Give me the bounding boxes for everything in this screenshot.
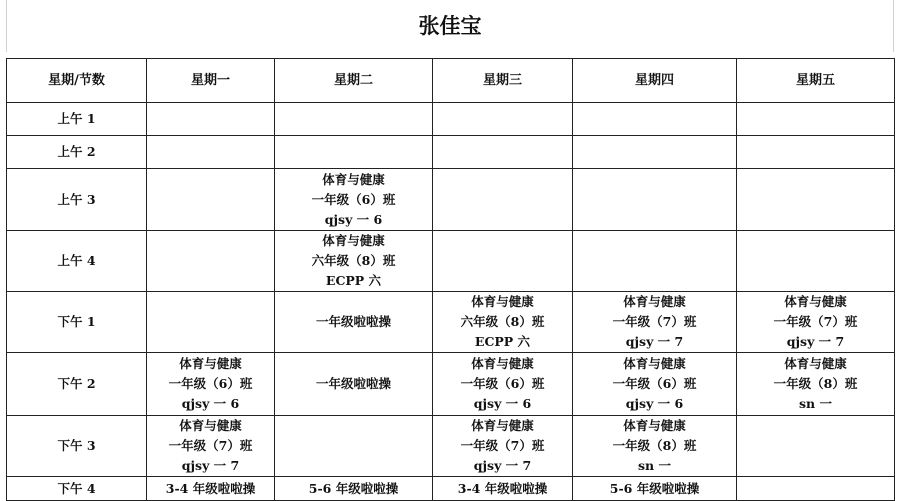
cell-text: 一年级（7）班 — [773, 314, 858, 329]
header-cell: 星期/节数 — [7, 59, 147, 103]
schedule-cell — [737, 136, 895, 169]
schedule-cell — [275, 136, 433, 169]
schedule-cell — [147, 292, 275, 353]
cell-text: 六年级（8）班 — [460, 314, 545, 329]
cell-text: qjsy 一 6 — [181, 396, 240, 411]
schedule-cell — [147, 231, 275, 292]
cell-text: qjsy 一 7 — [786, 334, 845, 349]
period-cell: 下午 2 — [7, 353, 147, 416]
schedule-cell — [275, 292, 433, 353]
schedule-cell — [737, 231, 895, 292]
cell-text: 一年级（6）班 — [460, 376, 545, 391]
header-cell: 星期三 — [433, 59, 573, 103]
cell-text: 一年级（7）班 — [460, 438, 545, 453]
schedule-table — [6, 58, 895, 501]
schedule-cell — [147, 136, 275, 169]
cell-text: 3-4 年级啦啦操 — [457, 480, 548, 496]
cell-text: 体育与健康 — [623, 418, 686, 433]
cell-text: 体育与健康 — [623, 356, 686, 371]
cell-text: 一年级（6）班 — [168, 376, 253, 391]
schedule-cell — [275, 477, 433, 501]
cell-text: 体育与健康 — [322, 171, 385, 187]
schedule-cell — [737, 169, 895, 231]
header-cell: 星期二 — [275, 59, 433, 103]
cell-text: qjsy 一 6 — [473, 396, 532, 411]
schedule-cell — [573, 136, 737, 169]
header-row — [7, 59, 895, 103]
period-cell: 下午 3 — [7, 416, 147, 477]
period-cell: 下午 1 — [7, 292, 147, 353]
schedule-cell — [737, 103, 895, 136]
cell-text: sn 一 — [799, 396, 832, 411]
cell-text: 一年级（6）班 — [311, 191, 396, 207]
cell-text: 体育与健康 — [179, 418, 242, 433]
schedule-cell — [573, 353, 737, 416]
table-row — [7, 292, 895, 353]
schedule-cell — [433, 103, 573, 136]
header-cell: 星期四 — [573, 59, 737, 103]
cell-text: ECPP 六 — [474, 334, 531, 349]
schedule-cell — [275, 103, 433, 136]
page-title: 张佳宝 — [418, 13, 482, 38]
cell-text: 体育与健康 — [471, 418, 534, 433]
cell-text: 体育与健康 — [322, 233, 385, 248]
cell-text: 一年级啦啦操 — [315, 314, 391, 329]
header-cell: 星期五 — [737, 59, 895, 103]
schedule-cell — [737, 416, 895, 477]
schedule-cell — [433, 292, 573, 353]
schedule-cell — [433, 477, 573, 501]
cell-text: qjsy 一 7 — [625, 334, 684, 349]
period-cell: 上午 2 — [7, 136, 147, 169]
schedule-cell — [433, 353, 573, 416]
cell-text: 体育与健康 — [471, 356, 534, 371]
table-row — [7, 416, 895, 477]
period-cell: 上午 1 — [7, 103, 147, 136]
schedule-cell — [737, 292, 895, 353]
cell-text: qjsy 一 6 — [625, 396, 684, 411]
table-row — [7, 353, 895, 416]
cell-text: 体育与健康 — [471, 294, 534, 309]
header-cell: 星期一 — [147, 59, 275, 103]
cell-text: qjsy 一 6 — [324, 211, 383, 227]
schedule-cell — [433, 136, 573, 169]
schedule-cell — [737, 477, 895, 501]
table-row — [7, 103, 895, 136]
schedule-cell — [573, 231, 737, 292]
cell-text: 一年级（8）班 — [773, 376, 858, 391]
period-cell: 上午 3 — [7, 169, 147, 231]
cell-text: 体育与健康 — [179, 356, 242, 371]
schedule-cell — [573, 292, 737, 353]
schedule-cell — [147, 169, 275, 231]
cell-text: qjsy 一 7 — [181, 458, 240, 473]
table-row — [7, 477, 895, 501]
schedule-cell — [573, 416, 737, 477]
schedule-cell — [275, 169, 433, 231]
cell-text: 3-4 年级啦啦操 — [165, 480, 256, 496]
schedule-cell — [433, 169, 573, 231]
table-row — [7, 136, 895, 169]
schedule-cell — [573, 169, 737, 231]
cell-text: 体育与健康 — [784, 294, 847, 309]
schedule-cell — [433, 231, 573, 292]
cell-text: 5-6 年级啦啦操 — [308, 480, 399, 496]
cell-text: qjsy 一 7 — [473, 458, 532, 473]
schedule-cell — [147, 103, 275, 136]
table-row — [7, 231, 895, 292]
schedule-cell — [573, 477, 737, 501]
schedule-cell — [147, 416, 275, 477]
schedule-cell — [275, 231, 433, 292]
cell-text: 体育与健康 — [784, 356, 847, 371]
period-cell: 上午 4 — [7, 231, 147, 292]
schedule-cell — [433, 416, 573, 477]
table-row — [7, 169, 895, 231]
cell-text: ECPP 六 — [325, 273, 382, 288]
schedule-cell — [275, 353, 433, 416]
cell-text: 一年级（7）班 — [168, 438, 253, 453]
cell-text: 一年级啦啦操 — [315, 376, 391, 391]
schedule-cell — [737, 353, 895, 416]
cell-text: 一年级（6）班 — [612, 376, 697, 391]
schedule-cell — [573, 103, 737, 136]
period-cell: 下午 4 — [7, 477, 147, 501]
schedule-cell — [147, 353, 275, 416]
cell-text: 5-6 年级啦啦操 — [609, 480, 700, 496]
cell-text: 一年级（7）班 — [612, 314, 697, 329]
cell-text: 六年级（8）班 — [311, 253, 396, 268]
cell-text: 体育与健康 — [623, 294, 686, 309]
cell-text: 一年级（8）班 — [612, 438, 697, 453]
schedule-cell — [147, 477, 275, 501]
schedule-cell — [275, 416, 433, 477]
cell-text: sn 一 — [638, 458, 671, 473]
